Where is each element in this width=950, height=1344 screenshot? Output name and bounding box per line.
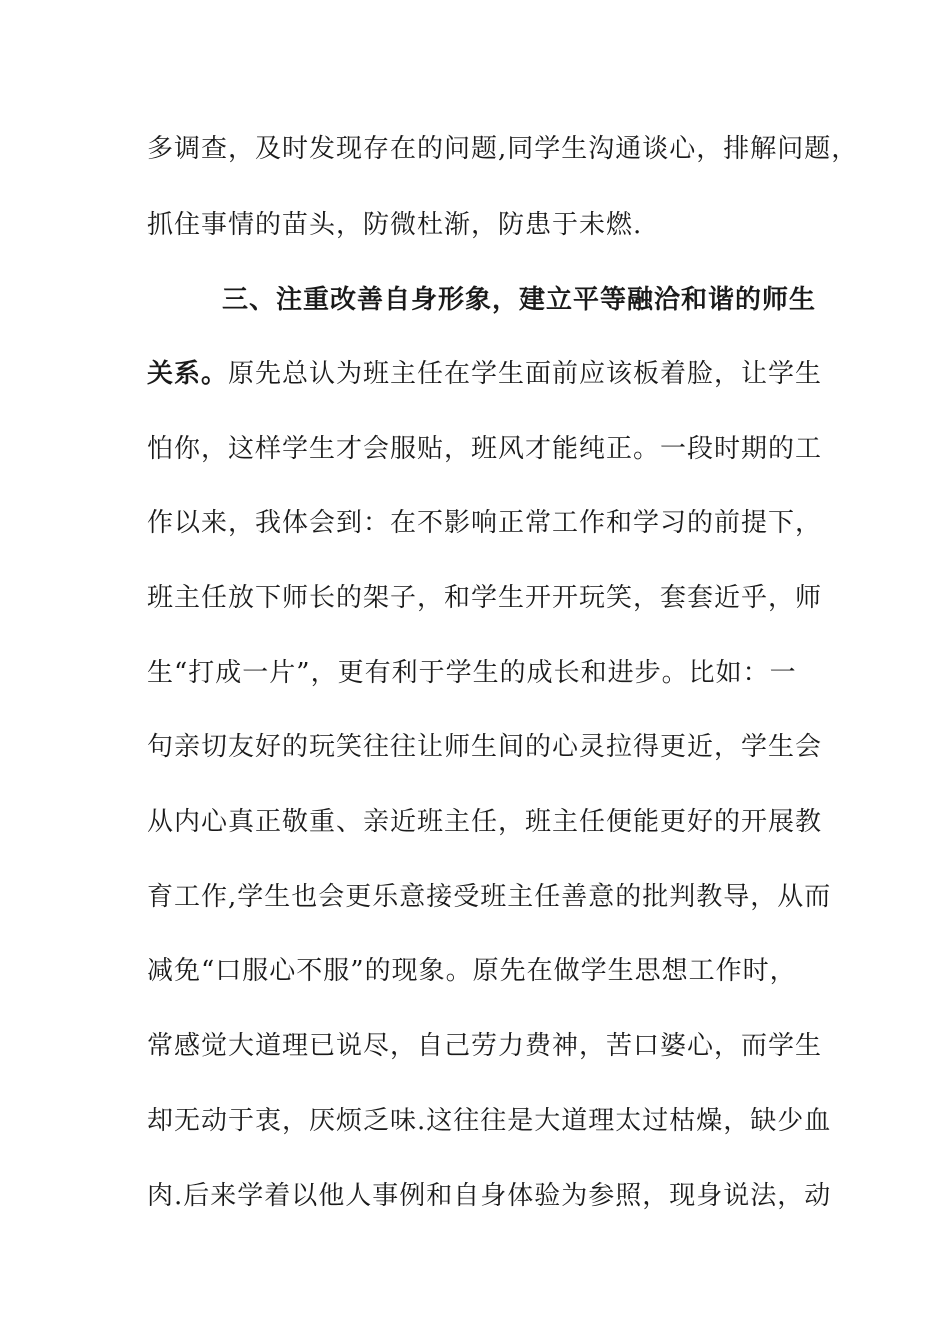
body-text-line: 怕你，这样学生才会服贴，班风才能纯正。一段时期的工: [147, 434, 823, 464]
body-text-line: 班主任放下师长的架子，和学生开开玩笑，套套近乎，师: [147, 583, 823, 613]
body-text-line: 从内心真正敬重、亲近班主任，班主任便能更好的开展教: [147, 807, 823, 837]
body-text-line: 减免“口服心不服”的现象。原先在做学生思想工作时，: [147, 956, 797, 986]
body-text-line: 常感觉大道理已说尽，自己劳力费神，苦口婆心，而学生: [147, 1031, 823, 1061]
body-text-line: 句亲切友好的玩笑往往让师生间的心灵拉得更近，学生会: [147, 732, 823, 762]
body-text-line: 抓住事情的苗头，防微杜渐，防患于未燃.: [147, 210, 643, 240]
body-text-line: 生“打成一片”，更有利于学生的成长和进步。比如：一: [147, 658, 797, 688]
body-text-line: 肉.后来学着以他人事例和自身体验为参照，现身说法，动: [147, 1181, 832, 1211]
body-text-line: 育工作,学生也会更乐意接受班主任善意的批判教导，从而: [147, 882, 832, 912]
body-text-line: 多调查，及时发现存在的问题,同学生沟通谈心，排解问题，: [147, 134, 859, 164]
body-text-line: 却无动于衷，厌烦乏味.这往往是大道理太过枯燥，缺少血: [147, 1106, 832, 1136]
section-heading: 三、注重改善自身形象，建立平等融洽和谐的师生: [222, 285, 817, 315]
body-text-span: 原先总认为班主任在学生面前应该板着脸，让学生: [228, 359, 823, 389]
body-text-line: 作以来，我体会到：在不影响正常工作和学习的前提下，: [147, 508, 823, 538]
section-heading-continuation: 关系。: [147, 359, 229, 389]
body-text-line: [147, 357, 822, 391]
